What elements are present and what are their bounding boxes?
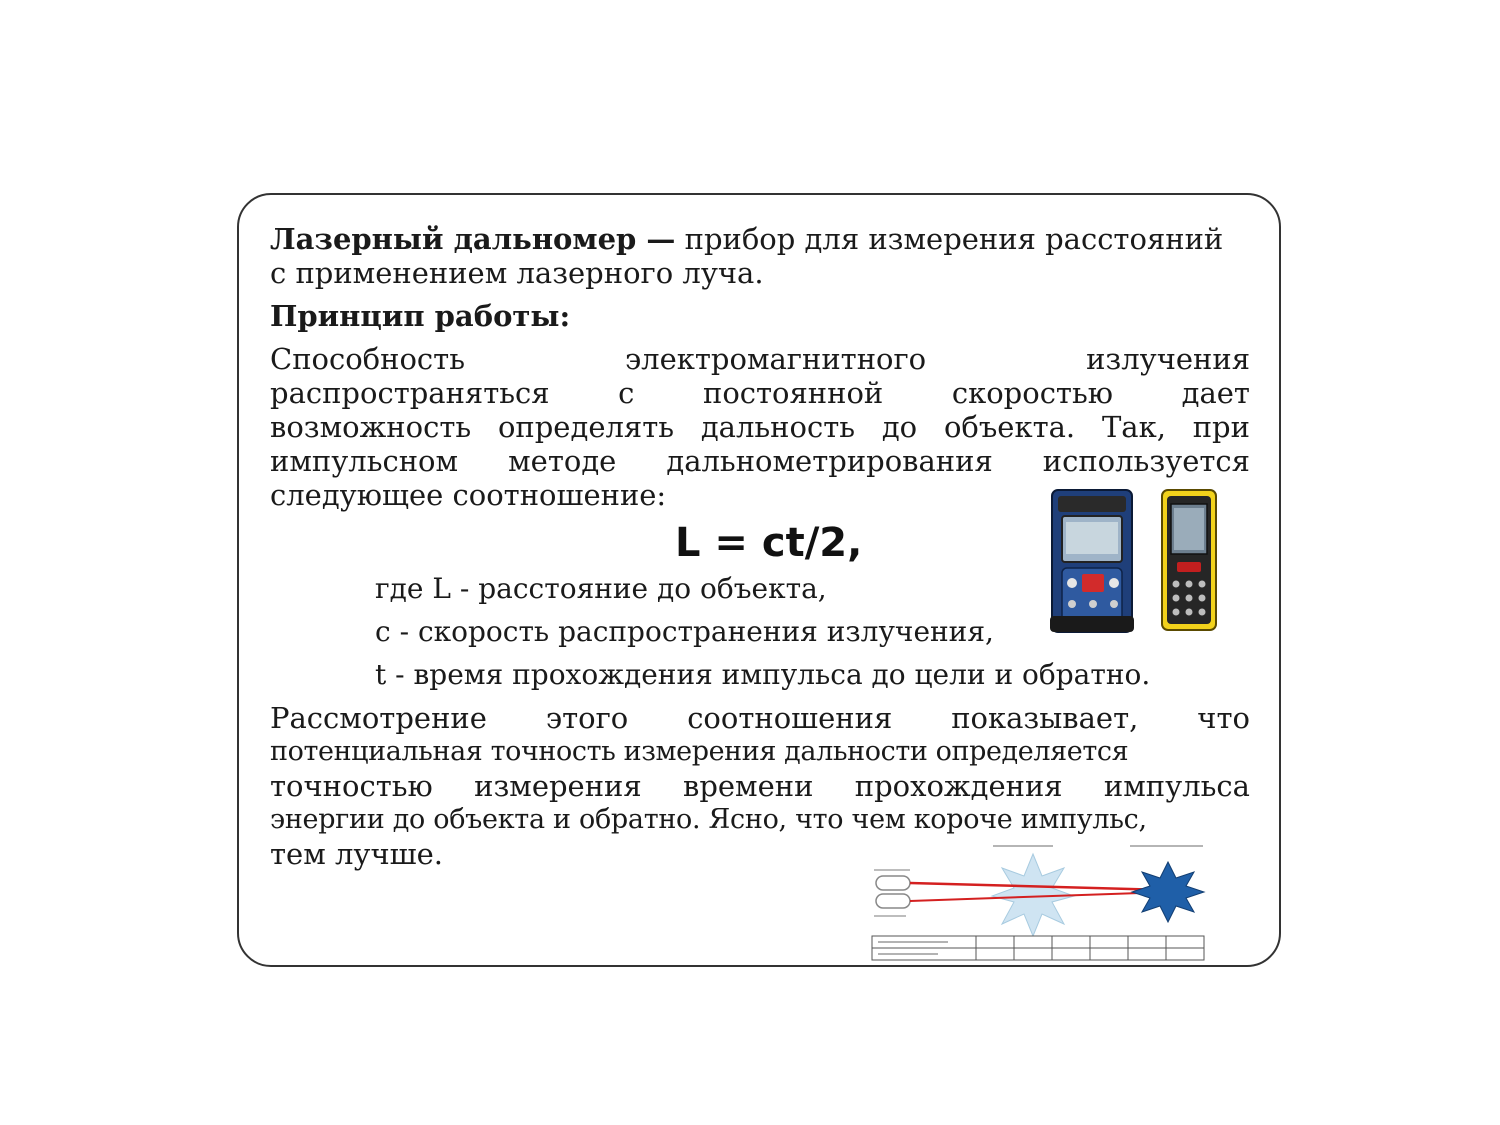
word: прохождения	[854, 769, 1063, 803]
word: определять	[497, 410, 675, 444]
word: с	[618, 376, 635, 410]
word: при	[1192, 410, 1250, 444]
paragraph1-line-4	[270, 444, 1250, 478]
word: времени	[683, 769, 814, 803]
laser-rangefinder-blue-icon	[1050, 486, 1134, 634]
word: импульсном	[270, 444, 459, 478]
word: распространяться	[270, 376, 550, 410]
paragraph1-line-3	[270, 410, 1250, 444]
word: методе	[508, 444, 617, 478]
laser-rangefinder-yellow-icon	[1160, 488, 1218, 632]
paragraph1-line-1	[270, 342, 1250, 376]
definition-c: c - скорость распространения излучения,	[375, 615, 994, 648]
word: используется	[1042, 444, 1250, 478]
word: до	[881, 410, 918, 444]
word: дальнометрирования	[666, 444, 993, 478]
word: постоянной	[702, 376, 884, 410]
word: точностью	[270, 769, 433, 803]
paragraph2-line-3	[270, 769, 1250, 803]
definition-term: Лазерный дальномер —	[270, 222, 676, 256]
word: Способность	[270, 342, 465, 376]
word: Так,	[1101, 410, 1166, 444]
word: измерения	[474, 769, 642, 803]
word: импульса	[1103, 769, 1250, 803]
word: показывает,	[951, 701, 1139, 735]
paragraph2-line-4: энергии до объекта и обратно. Ясно, что чем короче импульс,	[270, 804, 1147, 835]
word: возможность	[270, 410, 472, 444]
word: что	[1197, 701, 1250, 735]
word: излучения	[1086, 342, 1250, 376]
paragraph1-line-2	[270, 376, 1250, 410]
definition-text: прибор для измерения расстояний	[684, 222, 1224, 256]
definition-line-1	[270, 222, 1223, 256]
word: дальность	[700, 410, 856, 444]
definition-line-2: с применением лазерного луча.	[270, 256, 764, 290]
word: электромагнитного	[624, 342, 927, 376]
formula: L = ct/2,	[675, 520, 863, 566]
paragraph2-line-2: потенциальная точность измерения дальности определяется	[270, 736, 1129, 767]
word: соотношения	[687, 701, 893, 735]
laser-pulse-diagram-icon	[868, 840, 1208, 965]
word: этого	[545, 701, 629, 735]
word: Рассмотрение	[270, 701, 487, 735]
definition-t: t - время прохождения импульса до цели и обратно.	[375, 658, 1151, 691]
definition-L: где L - расстояние до объекта,	[375, 572, 827, 605]
principle-heading: Принцип работы:	[270, 299, 571, 333]
word: дает	[1181, 376, 1250, 410]
paragraph2-line-1	[270, 701, 1250, 735]
paragraph2-line-5: тем лучше.	[270, 837, 443, 871]
word: скоростью	[951, 376, 1114, 410]
paragraph1-line-5: следующее соотношение:	[270, 478, 667, 512]
word: объекта.	[943, 410, 1076, 444]
